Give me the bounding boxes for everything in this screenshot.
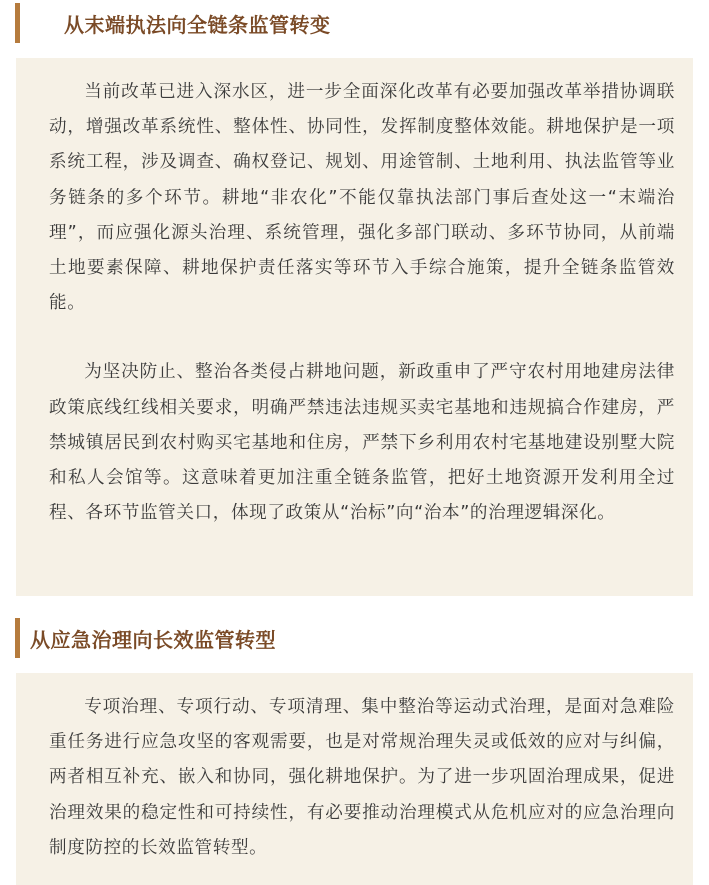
section-title: 从应急治理向长效监管转型 bbox=[30, 627, 276, 652]
paragraph: 专项治理、专项行动、专项清理、集中整治等运动式治理，是面对急难险重任务进行应急攻坚的客观需要，也是对常规治理失灵或低效的应对与纠偏，两者相互补充、嵌入和协同，强化耕地保护。为了进一步巩固治理成果，促进治理效果的稳定性和可持续性，有必要推动治理模式从危机应对的应急治理向制度防控的长效监管转型。 bbox=[49, 697, 675, 858]
section-title: 从末端执法向全链条监管转变 bbox=[64, 12, 331, 37]
section-heading-1 bbox=[15, 3, 695, 43]
heading-accent-bar bbox=[15, 618, 20, 658]
paragraph: 当前改革已进入深水区，进一步全面深化改革有必要加强改革举措协调联动，增强改革系统性、整体性、协同性，发挥制度整体效能。耕地保护是一项系统工程，涉及调查、确权登记、规划、用途管制、土地利用、执法监管等业务链条的多个环节。耕地“非农化”不能仅靠执法部门事后查处这一“末端治理”，而应强化源头治理、系统管理，强化多部门联动、多环节协同，从前端土地要素保障、耕地保护责任落实等环节入手综合施策，提升全链条监管效能。 bbox=[49, 82, 675, 314]
section-body-2 bbox=[16, 673, 693, 885]
section-body-1 bbox=[16, 58, 693, 596]
heading-accent-bar bbox=[15, 3, 20, 43]
paragraph: 为坚决防止、整治各类侵占耕地问题，新政重申了严守农村用地建房法律政策底线红线相关要求，明确严禁违法违规买卖宅基地和违规搞合作建房，严禁城镇居民到农村购买宅基地和住房，严禁下乡利用农村宅基地建设别墅大院和私人会馆等。这意味着更加注重全链条监管，把好土地资源开发利用全过程、各环节监管关口，体现了政策从“治标”向“治本”的治理逻辑深化。 bbox=[49, 362, 675, 524]
section-heading-2 bbox=[15, 618, 695, 658]
